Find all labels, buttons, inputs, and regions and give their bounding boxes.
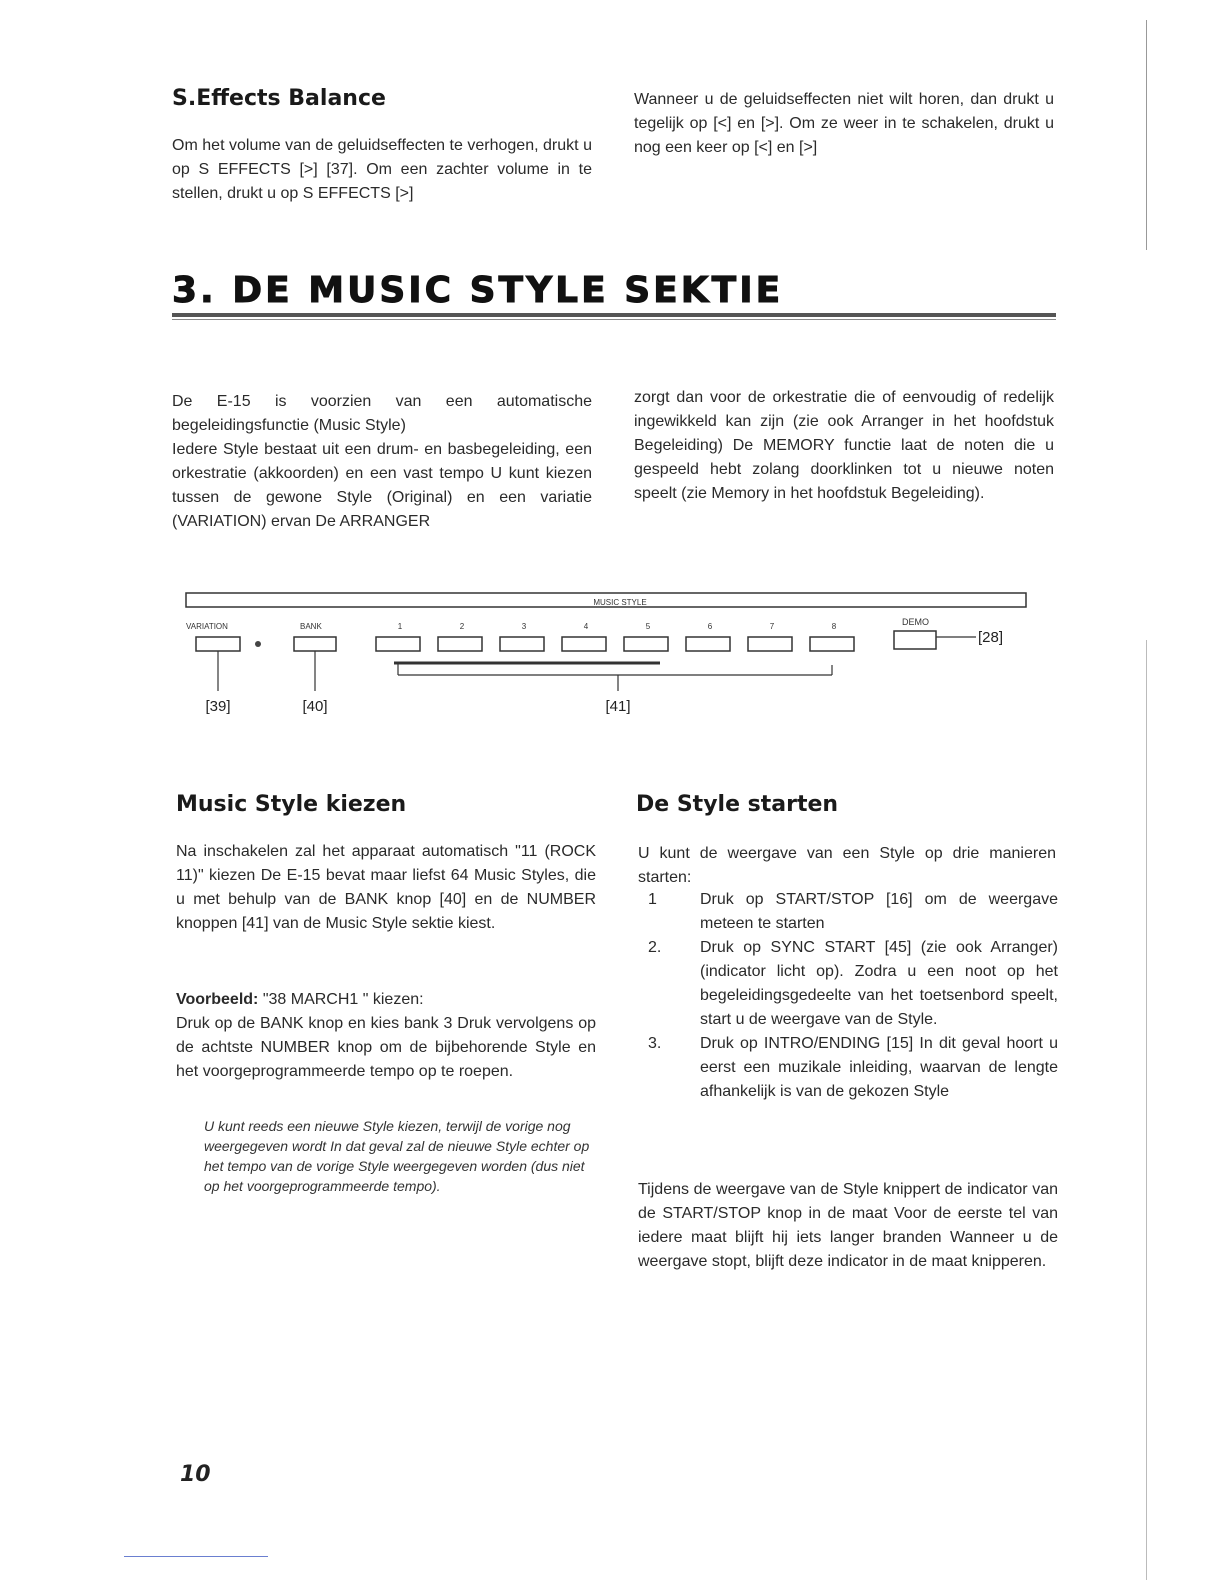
section-title: 3. DE MUSIC STYLE SEKTIE xyxy=(172,270,784,311)
number-buttons xyxy=(376,622,854,651)
page-number: 10 xyxy=(180,1462,211,1487)
ref-numbers: [41] xyxy=(605,698,631,715)
choose-text: Na inschakelen zal het apparaat automatisch "11 (ROCK 11)" kiezen De E-15 bevat maar liefst 64 Music Styles, die u met behulp van de BANK knop [40] en de NUMBER knoppen [41] van de Music Style sektie kiest. xyxy=(176,843,596,932)
start-closing: Tijdens de weergave van de Style knippert de indicator van de START/STOP knop in de maat Voor de eerste tel van iedere maat blijft hij iets langer branden Wanneer u de weergave stopt, blijft deze indicator in de maat knipperen. xyxy=(638,1181,1058,1270)
ref-demo: [28] xyxy=(978,629,1004,646)
number-button-4 xyxy=(562,637,606,651)
footer-rule xyxy=(124,1556,268,1557)
variation-button xyxy=(196,637,240,651)
variation-label: VARIATION xyxy=(186,622,228,631)
number-label: 4 xyxy=(583,622,589,631)
panel-label: MUSIC STYLE xyxy=(593,598,647,607)
start-steps xyxy=(638,888,1058,1104)
example-line xyxy=(176,988,596,1012)
effects-left-text: Om het volume van de geluidseffecten te verhogen, drukt u op S EFFECTS [>] [37]. Om een zachter volume in te stellen, drukt u op S EFFECTS [>] xyxy=(172,137,592,202)
margin-line xyxy=(1146,20,1147,250)
number-label: 2 xyxy=(459,622,465,631)
example-value: "38 MARCH1 " kiezen: xyxy=(258,991,424,1008)
number-button-2 xyxy=(438,637,482,651)
margin-line xyxy=(1146,640,1147,1580)
demo-label: DEMO xyxy=(902,617,929,627)
number-label: 5 xyxy=(645,622,651,631)
number-label: 1 xyxy=(397,622,403,631)
ref-bank: [40] xyxy=(302,698,328,715)
number-button-5 xyxy=(624,637,668,651)
number-label: 8 xyxy=(831,622,837,631)
bank-button xyxy=(294,637,336,651)
variation-indicator xyxy=(255,641,261,647)
example-text: Druk op de BANK knop en kies bank 3 Druk vervolgens op de achtste NUMBER knop om de bijbehorende Style en het voorgeprogrammeerde tempo op te roepen. xyxy=(176,1015,596,1080)
number-label: 6 xyxy=(707,622,713,631)
title-rule xyxy=(172,313,1056,317)
music-style-panel-diagram xyxy=(170,585,1040,725)
choose-note: U kunt reeds een nieuwe Style kiezen, terwijl de vorige nog weergegeven wordt In dat geval zal de nieuwe Style echter op het tempo van de vorige Style weergegeven worden (dus niet op het voorgeprogrammeerde tempo). xyxy=(204,1118,590,1194)
step-item: 1 Druk op START/STOP [16] om de weergave meteen te starten xyxy=(648,891,1058,932)
intro-right-text: zorgt dan voor de orkestratie die of eenvoudig of redelijk ingewikkeld kan zijn (zie ook Arranger in het hoofdstuk Begeleiding) De MEMORY functie laat de noten die u gespeeld hebt zolang doorklinken tot u nieuwe noten speelt (zie Memory in het hoofdstuk Begeleiding). xyxy=(634,389,1054,502)
step-item: 2. Druk op SYNC START [45] (zie ook Arranger)(indicator licht op). Zodra u een noot op het begeleidingsgedeelte van het toetsenbord speelt, start u de weergave van de Style. xyxy=(648,939,1058,1028)
effects-right-text: Wanneer u de geluidseffecten niet wilt horen, dan drukt u tegelijk op [<] en [>]. Om ze weer in te schakelen, drukt u nog een keer op [<] en [>] xyxy=(634,91,1054,156)
ref-variation: [39] xyxy=(205,698,231,715)
number-button-3 xyxy=(500,637,544,651)
number-button-6 xyxy=(686,637,730,651)
example-label: Voorbeeld: xyxy=(176,991,259,1008)
bank-label: BANK xyxy=(300,622,322,631)
number-label: 7 xyxy=(769,622,775,631)
number-button-7 xyxy=(748,637,792,651)
number-button-1 xyxy=(376,637,420,651)
demo-button xyxy=(894,631,936,649)
start-intro: U kunt de weergave van een Style op drie manieren starten: xyxy=(638,845,1056,886)
start-heading: De Style starten xyxy=(636,792,839,817)
title-rule-thin xyxy=(172,319,1056,320)
number-label: 3 xyxy=(521,622,527,631)
effects-heading: S.Effects Balance xyxy=(172,86,386,111)
number-button-8 xyxy=(810,637,854,651)
intro-left-text: De E-15 is voorzien van een automatische begeleidingsfunctie (Music Style) Iedere Style bestaat uit een drum- en basbegeleiding, een orkestratie (akkoorden) en een vast tempo U kunt kiezen tussen de gewone Style (Original) en een variatie (VARIATION) ervan De ARRANGER xyxy=(172,393,592,530)
step-item: 3. Druk op INTRO/ENDING [15] In dit geval hoort u eerst een muzikale inleiding, waarvan de lengte afhankelijk is van de gekozen Style xyxy=(648,1035,1058,1100)
choose-heading: Music Style kiezen xyxy=(176,792,407,817)
section-title-block xyxy=(172,270,1056,320)
